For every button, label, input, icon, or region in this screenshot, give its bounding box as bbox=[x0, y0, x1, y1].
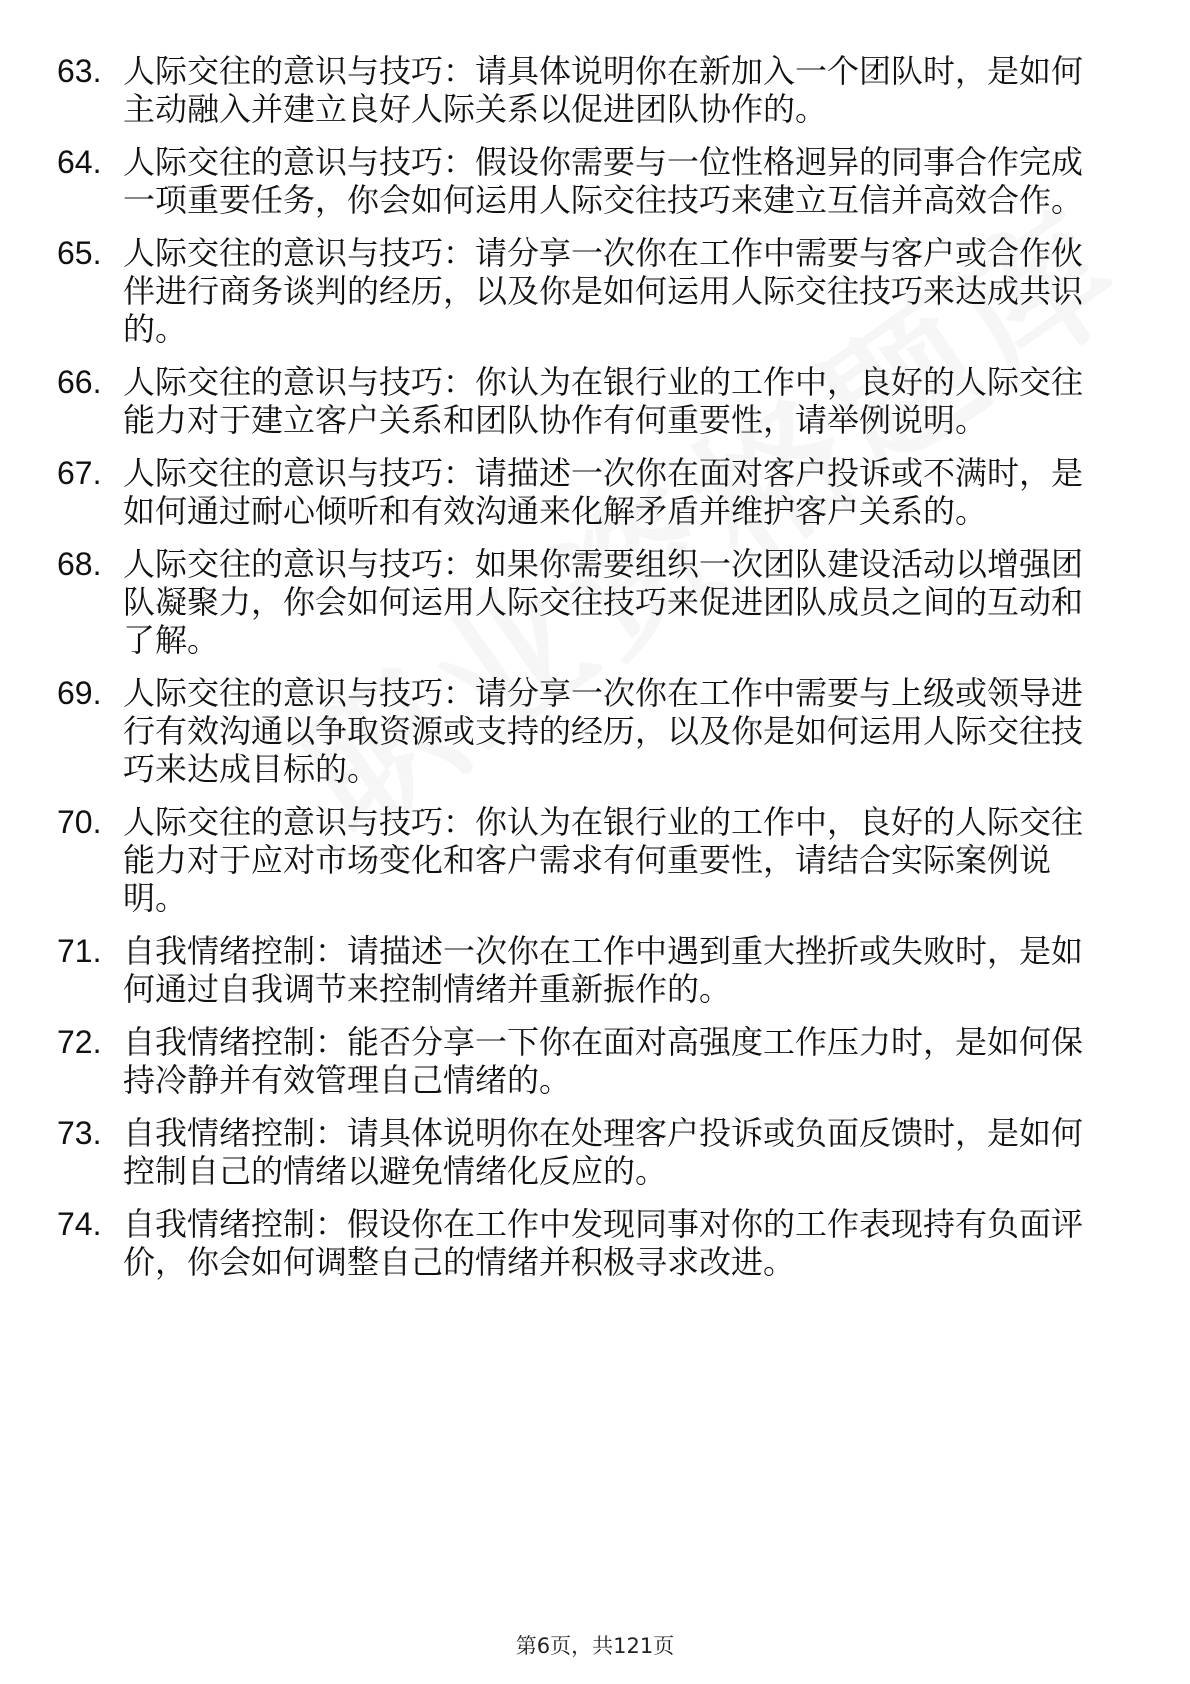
list-item bbox=[57, 1114, 1107, 1190]
list-item bbox=[57, 1023, 1107, 1099]
item-text: 自我情绪控制：请描述一次你在工作中遇到重大挫折或失败时，是如何通过自我调节来控制情绪并重新振作的。 bbox=[123, 932, 1084, 1008]
item-text: 自我情绪控制：请具体说明你在处理客户投诉或负面反馈时，是如何控制自己的情绪以避免情绪化反应的。 bbox=[123, 1114, 1084, 1190]
question-list bbox=[57, 52, 1107, 1296]
list-item bbox=[57, 1205, 1107, 1281]
item-number: 74. bbox=[57, 1206, 102, 1242]
item-number: 73. bbox=[57, 1115, 102, 1151]
item-text: 自我情绪控制：能否分享一下你在面对高强度工作压力时，是如何保持冷静并有效管理自己情绪的。 bbox=[123, 1023, 1084, 1099]
item-text: 人际交往的意识与技巧：请分享一次你在工作中需要与客户或合作伙伴进行商务谈判的经历，以及你是如何运用人际交往技巧来达成共识的。 bbox=[123, 234, 1084, 348]
item-text: 人际交往的意识与技巧：如果你需要组织一次团队建设活动以增强团队凝聚力，你会如何运用人际交往技巧来促进团队成员之间的互动和了解。 bbox=[123, 545, 1084, 659]
item-text: 人际交往的意识与技巧：你认为在银行业的工作中，良好的人际交往能力对于应对市场变化和客户需求有何重要性，请结合实际案例说明。 bbox=[123, 803, 1084, 917]
item-number: 72. bbox=[57, 1024, 102, 1060]
page-footer bbox=[0, 1630, 1190, 1660]
list-item bbox=[57, 454, 1107, 530]
item-number: 64. bbox=[57, 144, 102, 180]
list-item bbox=[57, 674, 1107, 788]
item-number: 65. bbox=[57, 235, 102, 271]
item-number: 71. bbox=[57, 933, 102, 969]
list-item bbox=[57, 52, 1107, 128]
page-number-label: 第6页，共121页 bbox=[515, 1634, 675, 1658]
item-number: 70. bbox=[57, 804, 102, 840]
item-text: 人际交往的意识与技巧：请分享一次你在工作中需要与上级或领导进行有效沟通以争取资源或支持的经历，以及你是如何运用人际交往技巧来达成目标的。 bbox=[123, 674, 1084, 788]
item-number: 63. bbox=[57, 53, 102, 89]
item-number: 66. bbox=[57, 364, 102, 400]
list-item bbox=[57, 803, 1107, 917]
item-text: 人际交往的意识与技巧：假设你需要与一位性格迥异的同事合作完成一项重要任务，你会如何运用人际交往技巧来建立互信并高效合作。 bbox=[123, 143, 1084, 219]
list-item bbox=[57, 234, 1107, 348]
item-number: 67. bbox=[57, 455, 102, 491]
item-text: 人际交往的意识与技巧：请描述一次你在面对客户投诉或不满时，是如何通过耐心倾听和有效沟通来化解矛盾并维护客户关系的。 bbox=[123, 454, 1084, 530]
list-item bbox=[57, 545, 1107, 659]
list-item bbox=[57, 932, 1107, 1008]
item-number: 69. bbox=[57, 675, 102, 711]
item-number: 68. bbox=[57, 546, 102, 582]
item-text: 自我情绪控制：假设你在工作中发现同事对你的工作表现持有负面评价，你会如何调整自己的情绪并积极寻求改进。 bbox=[123, 1205, 1084, 1281]
item-text: 人际交往的意识与技巧：请具体说明你在新加入一个团队时，是如何主动融入并建立良好人际关系以促进团队协作的。 bbox=[123, 52, 1084, 128]
item-text: 人际交往的意识与技巧：你认为在银行业的工作中，良好的人际交往能力对于建立客户关系和团队协作有何重要性，请举例说明。 bbox=[123, 363, 1084, 439]
list-item bbox=[57, 143, 1107, 219]
list-item bbox=[57, 363, 1107, 439]
